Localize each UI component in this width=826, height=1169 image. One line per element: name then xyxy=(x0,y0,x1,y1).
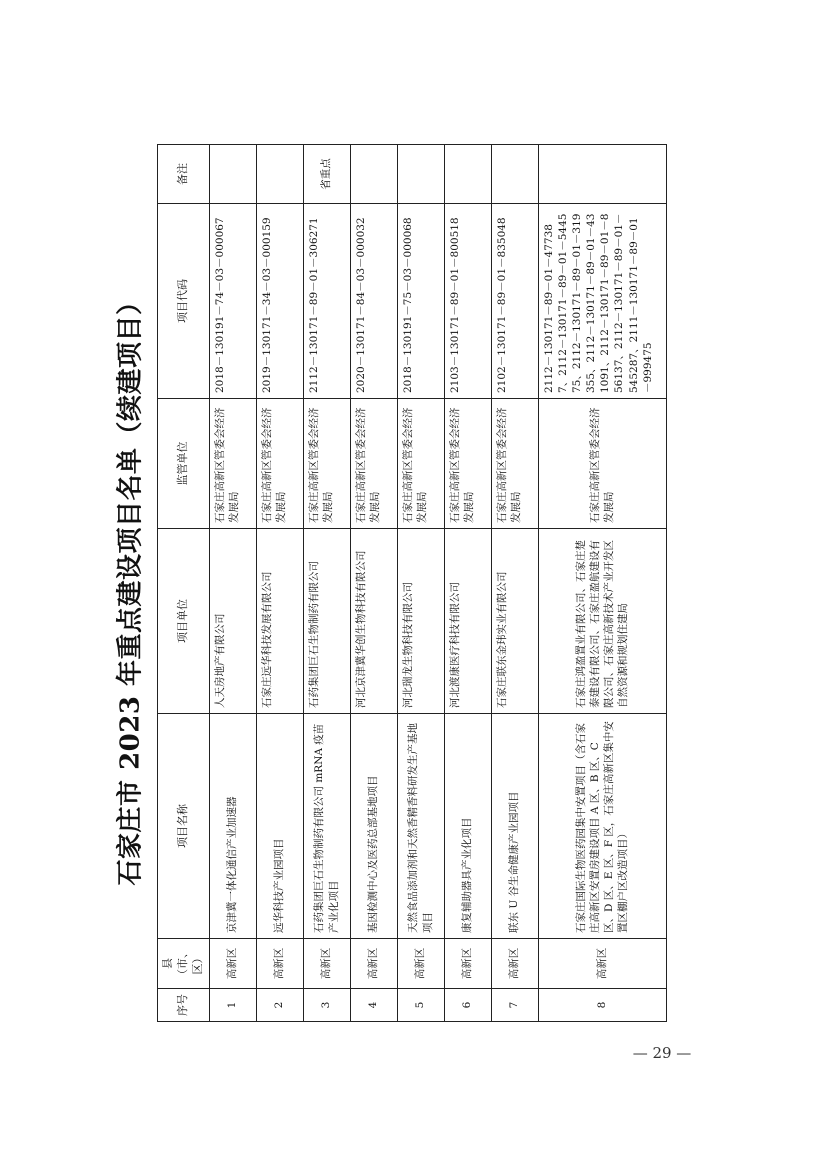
row-supervisor: 石家庄高新区管委会经济发展局 xyxy=(303,399,350,529)
row-county: 高新区 xyxy=(350,939,397,989)
rotated-table-wrapper xyxy=(157,145,654,1022)
row-project-unit: 石家庄鸿盈置业有限公司、石家庄楚泰建设有限公司、石家庄盈航建设有限公司、石家庄高新技术产业开发区自然资源和规划住建局 xyxy=(538,529,666,714)
page-number: — 29 — xyxy=(632,1044,692,1062)
row-note xyxy=(209,145,256,204)
header-supervisor: 监管单位 xyxy=(158,399,210,529)
row-project-name: 联东 U 谷生命健康产业园项目 xyxy=(491,714,538,939)
row-supervisor: 石家庄高新区管委会经济发展局 xyxy=(256,399,303,529)
header-county: 县（市、区） xyxy=(158,939,210,989)
header-note: 备注 xyxy=(158,145,210,204)
row-no: 8 xyxy=(538,989,666,1022)
table-row xyxy=(256,145,303,1022)
row-supervisor: 石家庄高新区管委会经济发展局 xyxy=(209,399,256,529)
row-supervisor: 石家庄高新区管委会经济发展局 xyxy=(491,399,538,529)
row-county: 高新区 xyxy=(444,939,491,989)
row-note xyxy=(444,145,491,204)
row-supervisor: 石家庄高新区管委会经济发展局 xyxy=(350,399,397,529)
table-row xyxy=(444,145,491,1022)
row-no: 6 xyxy=(444,989,491,1022)
row-project-unit: 河北渡康医疗科技有限公司 xyxy=(444,529,491,714)
header-project-unit: 项目单位 xyxy=(158,529,210,714)
table-header-row xyxy=(158,145,210,1022)
table-row xyxy=(209,145,256,1022)
row-no: 4 xyxy=(350,989,397,1022)
page-title: 石家庄市 2023 年重点建设项目名单（续建项目） xyxy=(115,288,146,886)
table-row xyxy=(350,145,397,1022)
row-county: 高新区 xyxy=(303,939,350,989)
row-project-name: 京津冀一体化通信产业加速器 xyxy=(209,714,256,939)
row-no: 5 xyxy=(397,989,444,1022)
row-project-code: 2112－130171－89－01－306271 xyxy=(303,204,350,399)
header-project-code: 项目代码 xyxy=(158,204,210,399)
header-no: 序号 xyxy=(158,989,210,1022)
row-project-unit: 人天房地产有限公司 xyxy=(209,529,256,714)
row-supervisor: 石家庄高新区管委会经济发展局 xyxy=(444,399,491,529)
row-project-unit: 河北瑞龙生物科技有限公司 xyxy=(397,529,444,714)
header-project-name: 项目名称 xyxy=(158,714,210,939)
row-supervisor: 石家庄高新区管委会经济发展局 xyxy=(397,399,444,529)
row-project-name: 石家庄国际生物医药园集中安置项目（含石家庄高新区安置房建设项目 A 区、B 区、C 区、D 区、E 区、F 区，石家庄高新区集中安置区棚户区改造项目） xyxy=(538,714,666,939)
row-project-code: 2102－130171－89－01－835048 xyxy=(491,204,538,399)
row-county: 高新区 xyxy=(256,939,303,989)
title-holder xyxy=(101,0,155,1169)
row-project-code: 2103－130171－89－01－800518 xyxy=(444,204,491,399)
row-project-unit: 河北京津冀华创生物科技有限公司 xyxy=(350,529,397,714)
row-project-name: 康复辅助器具产业化项目 xyxy=(444,714,491,939)
row-project-unit: 石家庄联东金玮实业有限公司 xyxy=(491,529,538,714)
project-table xyxy=(157,144,667,1022)
table-area xyxy=(157,145,654,1022)
row-project-code: 2020－130171－84－03－000032 xyxy=(350,204,397,399)
row-county: 高新区 xyxy=(209,939,256,989)
table-row xyxy=(303,145,350,1022)
row-no: 2 xyxy=(256,989,303,1022)
row-county: 高新区 xyxy=(397,939,444,989)
row-note: 省重点 xyxy=(303,145,350,204)
row-no: 3 xyxy=(303,989,350,1022)
row-project-name: 基因检测中心及医药总部基地项目 xyxy=(350,714,397,939)
row-no: 1 xyxy=(209,989,256,1022)
row-project-unit: 石家庄远华科技发展有限公司 xyxy=(256,529,303,714)
row-project-code: 2018－130191－75－03－000068 xyxy=(397,204,444,399)
row-no: 7 xyxy=(491,989,538,1022)
row-project-unit: 石药集团巨石生物制药有限公司 xyxy=(303,529,350,714)
row-note xyxy=(491,145,538,204)
row-project-code: 2018－130191－74－03－000067 xyxy=(209,204,256,399)
row-project-name: 远华科技产业园项目 xyxy=(256,714,303,939)
table-row xyxy=(491,145,538,1022)
row-supervisor: 石家庄高新区管委会经济发展局 xyxy=(538,399,666,529)
row-note xyxy=(538,145,666,204)
row-project-name: 石药集团巨石生物制药有限公司 mRNA 疫苗产业化项目 xyxy=(303,714,350,939)
row-county: 高新区 xyxy=(538,939,666,989)
row-note xyxy=(256,145,303,204)
row-project-code: 2019－130171－34－03－000159 xyxy=(256,204,303,399)
table-row xyxy=(538,145,666,1022)
row-project-name: 天然食品添加剂和天然香精香料研发生产基地项目 xyxy=(397,714,444,939)
row-county: 高新区 xyxy=(491,939,538,989)
table-row xyxy=(397,145,444,1022)
row-note xyxy=(350,145,397,204)
row-project-code: 2112－130171－89－01－477387、2112－130171－89－01－544575、2112－130171－89－01－319355、2112－130171－89－01－431091、2112－130171－89－01－856137、2112－130171－89－01－545287、2111－130171－89－01－999475 xyxy=(538,204,666,399)
row-note xyxy=(397,145,444,204)
